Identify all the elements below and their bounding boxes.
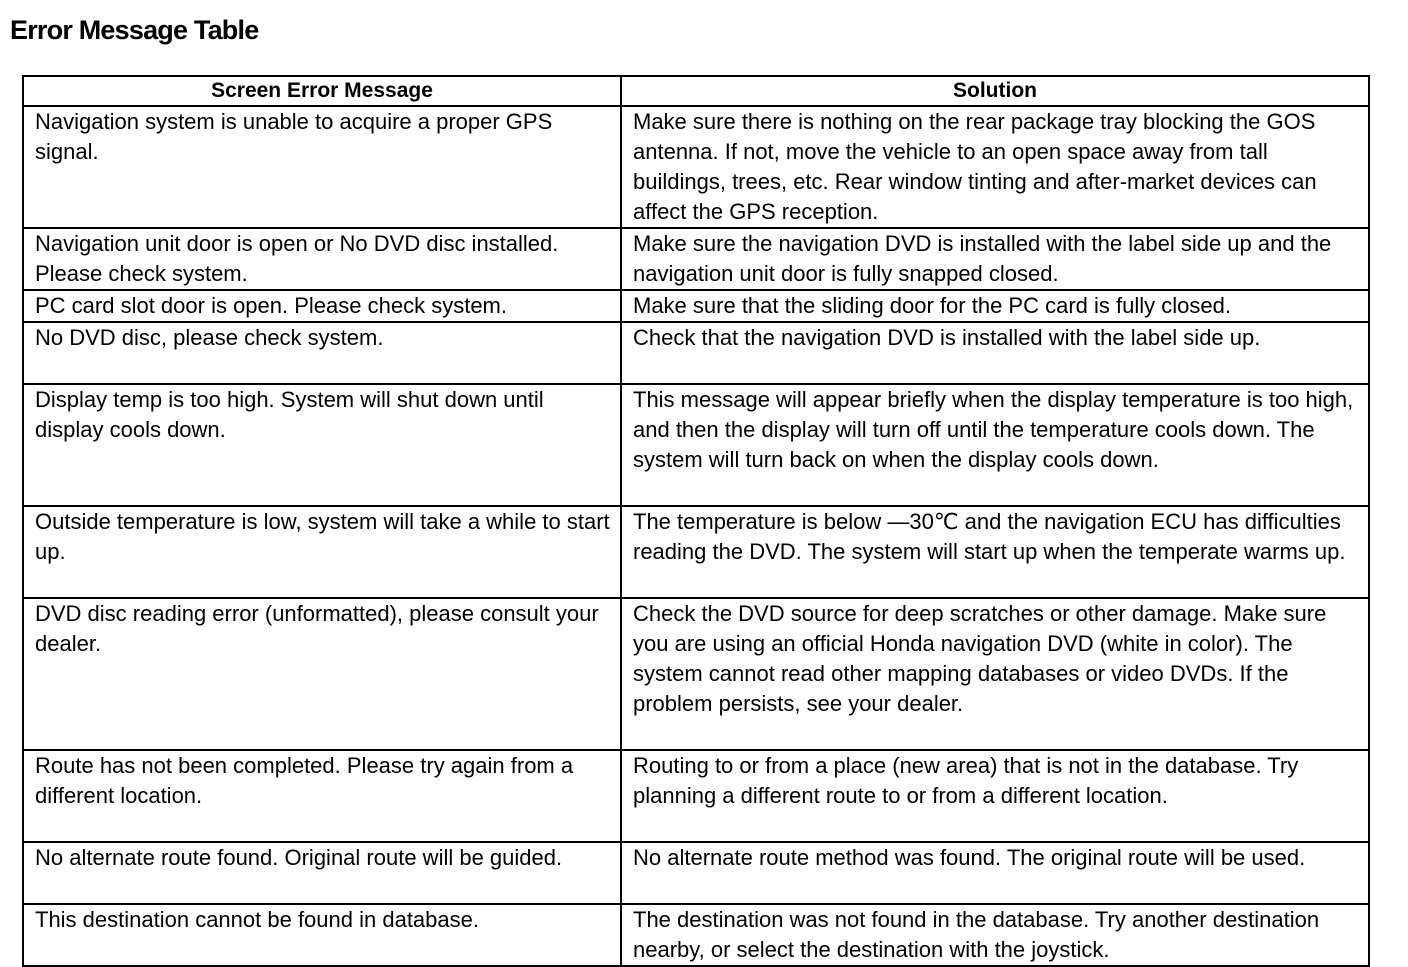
error-message-table — [22, 75, 1370, 967]
error-message-cell: DVD disc reading error (unformatted), please consult your dealer. — [23, 598, 621, 750]
error-message-cell: No DVD disc, please check system. — [23, 322, 621, 384]
error-message-cell: PC card slot door is open. Please check system. — [23, 290, 621, 322]
error-message-cell: Route has not been completed. Please try again from a different location. — [23, 750, 621, 842]
error-message-cell: Outside temperature is low, system will take a while to start up. — [23, 506, 621, 598]
table-header-row — [23, 76, 1369, 106]
table-row — [23, 106, 1369, 228]
solution-cell: The destination was not found in the database. Try another destination nearby, or select the destination with the joystick. — [621, 904, 1369, 966]
solution-cell: Check that the navigation DVD is installed with the label side up. — [621, 322, 1369, 384]
solution-cell: No alternate route method was found. The original route will be used. — [621, 842, 1369, 904]
error-message-cell: No alternate route found. Original route will be guided. — [23, 842, 621, 904]
table-row — [23, 598, 1369, 750]
table-row — [23, 842, 1369, 904]
table-row — [23, 290, 1369, 322]
table-row — [23, 322, 1369, 384]
error-message-cell: Navigation unit door is open or No DVD disc installed. Please check system. — [23, 228, 621, 290]
table-row — [23, 228, 1369, 290]
table-row — [23, 384, 1369, 506]
table-row — [23, 904, 1369, 966]
column-header-screen-error-message: Screen Error Message — [23, 76, 621, 106]
column-header-solution: Solution — [621, 76, 1369, 106]
page-title: Error Message Table — [10, 15, 259, 45]
solution-cell: Make sure the navigation DVD is installed with the label side up and the navigation unit door is fully snapped closed. — [621, 228, 1369, 290]
solution-cell: Make sure there is nothing on the rear package tray blocking the GOS antenna. If not, move the vehicle to an open space away from tall buildings, trees, etc. Rear window tinting and after-market devices can affect the GPS reception. — [621, 106, 1369, 228]
solution-cell: Check the DVD source for deep scratches or other damage. Make sure you are using an official Honda navigation DVD (white in color). The system cannot read other mapping databases or video DVDs. If the problem persists, see your dealer. — [621, 598, 1369, 750]
solution-cell: Make sure that the sliding door for the PC card is fully closed. — [621, 290, 1369, 322]
table-row — [23, 506, 1369, 598]
table-row — [23, 750, 1369, 842]
solution-cell: The temperature is below —30℃ and the navigation ECU has difficulties reading the DVD. The system will start up when the temperate warms up. — [621, 506, 1369, 598]
error-message-cell: Navigation system is unable to acquire a proper GPS signal. — [23, 106, 621, 228]
solution-cell: This message will appear briefly when the display temperature is too high, and then the display will turn off until the temperature cools down. The system will turn back on when the display cools down. — [621, 384, 1369, 506]
error-message-cell: Display temp is too high. System will shut down until display cools down. — [23, 384, 621, 506]
error-message-cell: This destination cannot be found in database. — [23, 904, 621, 966]
solution-cell: Routing to or from a place (new area) that is not in the database. Try planning a different route to or from a different location. — [621, 750, 1369, 842]
